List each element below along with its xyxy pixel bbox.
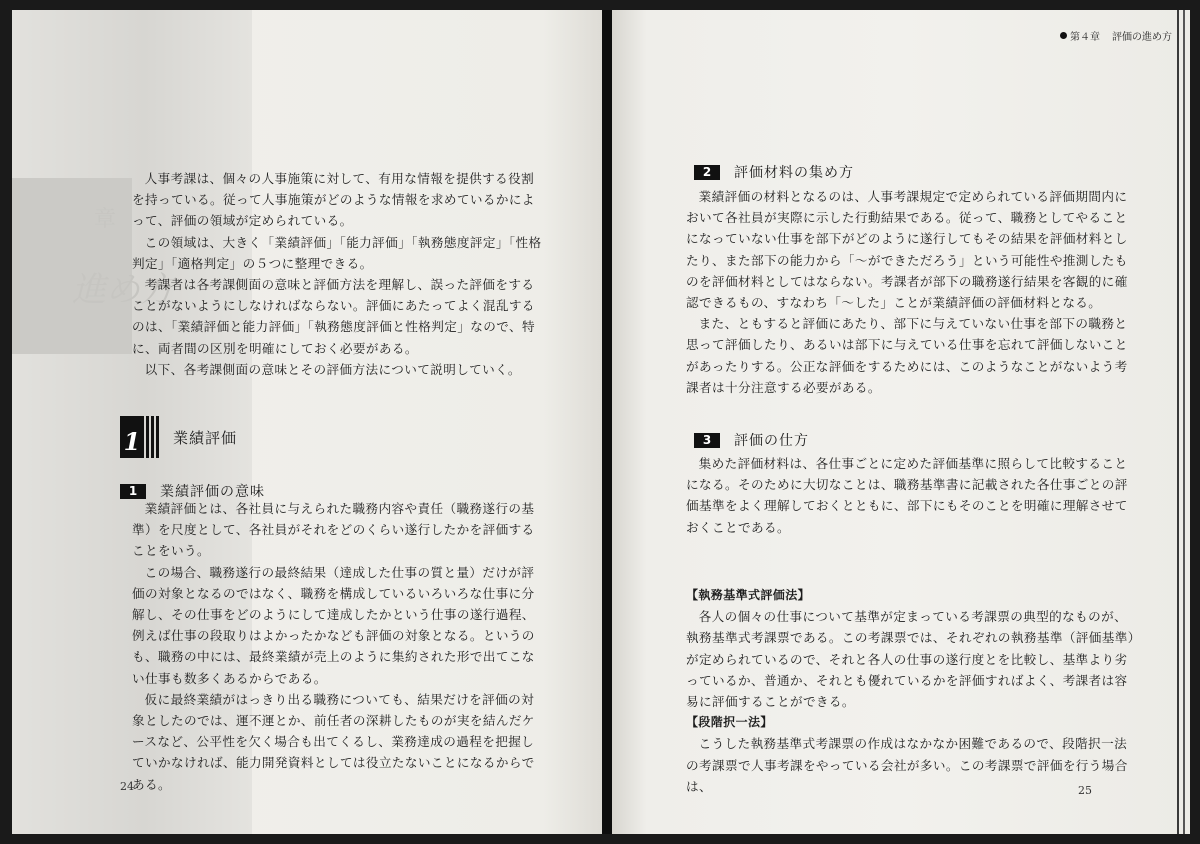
body-paragraph: 業績評価とは、各社員に与えられた職務内容や責任（職務遂行の基準）を尺度として、各社員がそれをどのくらい遂行したかを評価することをいう。 (132, 501, 535, 559)
body-paragraph: この場合、職務遂行の最終結果（達成した仕事の質と量）だけが評価の対象となるのではなく、職務を構成しているいろいろな仕事に分解し、その仕事をどのようにして達成したかという仕事の遂行過程、例えば仕事の段取りはよかったかなども評価の対象となる。というのも、職務の中には、最終業績が売上のように集約された形で出てこない仕事も数多くあるからである。 (132, 564, 535, 686)
subsection-heading-2 (694, 162, 854, 182)
subsection-title: 評価材料の集め方 (734, 165, 854, 181)
body-paragraph: 集めた評価材料は、各仕事ごとに定めた評価基準に照らして比較することになる。そのために大切なことは、職務基準書に記載された各仕事ごとの評価基準をよく理解しておくとともに、部下にもそのことを明確に理解させておくことである。 (686, 456, 1128, 535)
running-head-title: 評価の進め方 (1112, 32, 1172, 43)
intro-paragraph: 以下、各考課側面の意味とその評価方法について説明していく。 (144, 361, 521, 377)
section-title: 業績評価 (173, 428, 238, 447)
subsection-heading-3 (694, 430, 809, 450)
body-paragraph: 各人の個々の仕事について基準が定まっている考課票の典型的なものが、執務基準式考課票である。この考課票では、それぞれの執務基準（評価基準）が定められているので、それと各人の仕事の遂行度とを比較し、基準より劣っているか、普通か、それとも優れているかを評価すればよく、考課者は容易に評価することができる。 (686, 609, 1135, 710)
running-head-chapter: 第４章 (1070, 32, 1100, 43)
subsection-number: 2 (694, 165, 720, 180)
section-bars (146, 416, 159, 458)
body-paragraph: 業績評価の材料となるのは、人事考課規定で定められている評価期間内において各社員が実際に示した行動結果である。従って、職務としてやることになっていない仕事を部下がどのように遂行してもその結果を評価材料としたり、また部下の能力から「～ができただろう」という可能性や推測したものを評価材料としてはならない。考課者が部下の職務遂行結果を客観的に確認できるもの、すなわち「～した」ことが業績評価の評価材料となる。 (686, 189, 1128, 311)
book-gutter (602, 10, 612, 834)
right-page (612, 10, 1190, 834)
running-head (1060, 28, 1172, 43)
subsection-number: 1 (120, 484, 146, 499)
method-label: 【段階択一法】 (686, 715, 773, 730)
intro-paragraph: この領域は、大きく「業績評価」「能力評価」「執務態度評定」「性格判定」「適格判定」の５つに整理できる。 (132, 234, 542, 271)
body-paragraph: また、ともすると評価にあたり、部下に与えていない仕事を部下の職務と思って評価したり、あるいは部下に与えている仕事を忘れて評価しないことがあったりする。公正な評価をするためには、このようなことがないよう考課者は十分注意する必要がある。 (686, 316, 1128, 395)
section3-body (686, 453, 1136, 538)
section1-body (132, 498, 544, 795)
ghost-chapter-text: 章 (94, 207, 117, 232)
subsection-title: 業績評価の意味 (160, 484, 265, 500)
intro-text (132, 168, 544, 380)
subsection-number: 3 (694, 433, 720, 448)
section-heading-1 (120, 416, 237, 458)
intro-paragraph: 考課者は各考課側面の意味と評価方法を理解し、誤った評価をすることがないようにしなければならない。評価にあたってよく混乱するのは、「業績評価と能力評価」「執務態度評価と性格判定」なので、特に、両者間の区別を明確にしておく必要がある。 (132, 277, 535, 356)
section-number-block (120, 416, 159, 458)
body-paragraph: こうした執務基準式考課票の作成はなかなか困難であるので、段階択一法の考課票で人事考課をやっている会社が多い。この考課票で評価を行う場合は、 (686, 736, 1128, 794)
section-number: 1 (120, 416, 144, 458)
book-spread (12, 10, 1190, 834)
page-edge (1183, 10, 1185, 834)
methods-body (686, 585, 1136, 797)
method-label: 【執務基準式評価法】 (686, 588, 811, 602)
section2-body (686, 186, 1136, 398)
intro-paragraph: 人事考課は、個々の人事施策に対して、有用な情報を提供する役割を持っている。従って人事施策がどのような情報を求めているかによって、評価の領域が定められている。 (132, 171, 535, 229)
subsection-title: 評価の仕方 (734, 433, 809, 449)
page-number-left: 24 (120, 780, 134, 793)
body-paragraph: 仮に最終業績がはっきり出る職務についても、結果だけを評価の対象としたのでは、運不運とか、前任者の深耕したものが実を結んだケースなど、公平性を欠く場合も出てくるし、業務達成の過程を把握していかなければ、能力開発資料としては役立たないことになるからである。 (132, 691, 535, 792)
left-page (12, 10, 602, 834)
page-number-right: 25 (1078, 784, 1092, 797)
page-edge (1177, 10, 1179, 834)
bullet-icon (1060, 32, 1067, 39)
ghost-title-text: 進め方 (72, 270, 174, 310)
